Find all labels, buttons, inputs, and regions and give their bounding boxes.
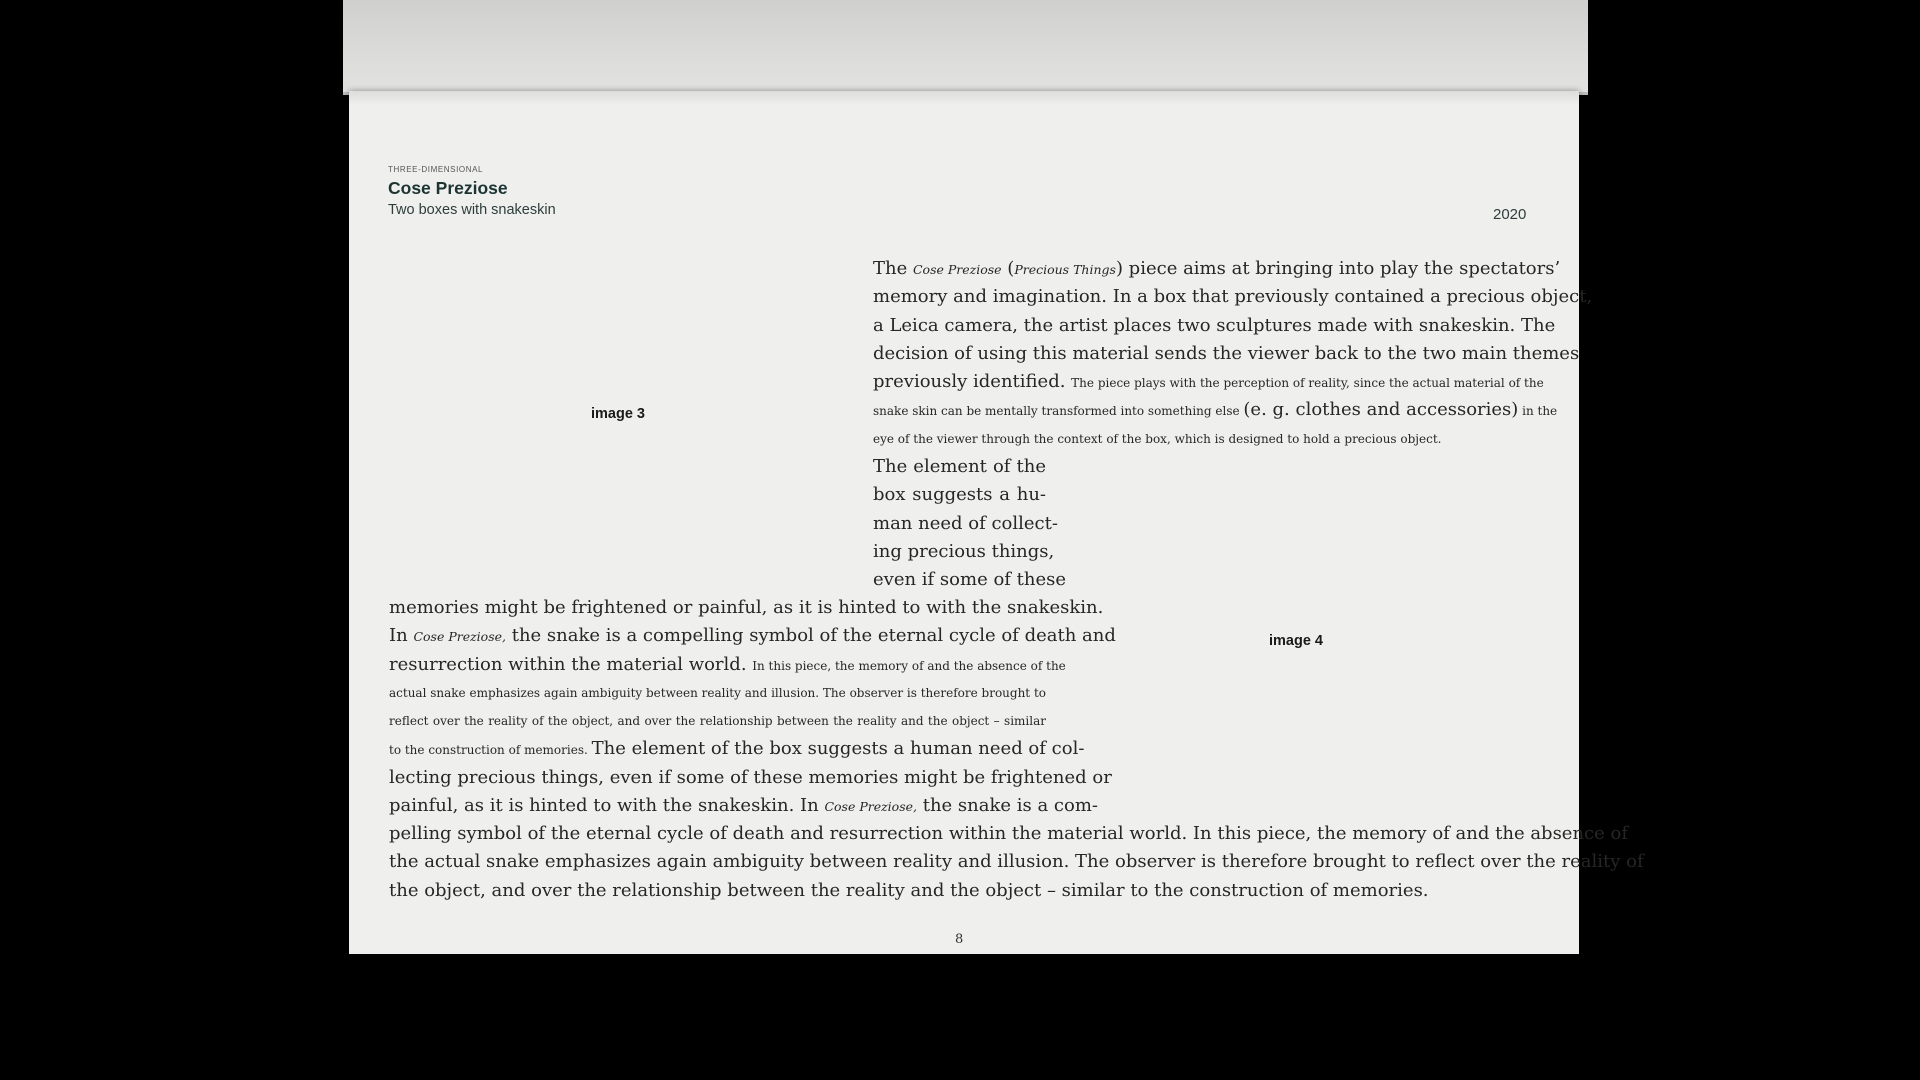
text-line: to the construction of memories. The element of the box suggests a human need of col- — [389, 738, 1085, 760]
back-page — [343, 0, 1588, 95]
text-line: previously identified. The piece plays with the perception of reality, since the actual material of the — [873, 371, 1544, 393]
text-line: memory and imagination. In a box that previously contained a precious object, — [873, 286, 1593, 308]
booklet-page — [349, 91, 1644, 954]
page-subtitle: Two boxes with snakeskin — [388, 202, 556, 218]
text-line: reflect over the reality of the object, and over the relationship between the reality and the object – similar — [389, 714, 1046, 729]
page-title: Cose Preziose — [388, 178, 508, 198]
text-line: snake skin can be mentally transformed into something else (e. g. clothes and accessories) in the — [873, 399, 1558, 421]
text-line: eye of the viewer through the context of the box, which is designed to hold a precious object. — [873, 431, 1442, 446]
body-text-top — [873, 255, 1593, 453]
page-number: 8 — [955, 932, 964, 947]
category-label: THREE-DIMENSIONAL — [388, 165, 484, 174]
image-4-placeholder: image 4 — [1269, 633, 1323, 649]
image-3-placeholder: image 3 — [591, 406, 645, 422]
text-line: man need of collect- — [873, 512, 1058, 534]
text-line: even if some of these — [873, 569, 1067, 591]
text-line: The element of the — [873, 456, 1046, 477]
body-text-narrow — [873, 453, 1067, 594]
text-line: box suggests a hu- — [873, 484, 1046, 506]
text-line: painful, as it is hinted to with the snakeskin. In Cose Preziose, the snake is a com- — [389, 795, 1099, 817]
text-line: In Cose Preziose, the snake is a compelling symbol of the eternal cycle of death and — [389, 625, 1116, 647]
text-line: The Cose Preziose (Precious Things) piece aims at bringing into play the spectators’ — [873, 258, 1561, 279]
text-line: actual snake emphasizes again ambiguity between reality and illusion. The observer is therefore brought to — [389, 685, 1046, 700]
text-line: ing precious things, — [873, 540, 1055, 562]
text-line: a Leica camera, the artist places two sculptures made with snakeskin. The — [873, 314, 1556, 336]
text-line: the actual snake emphasizes again ambiguity between reality and illusion. The observer is therefore brought to reflect over the reality of — [389, 851, 1644, 873]
text-line: decision of using this material sends the viewer back to the two main themes — [873, 342, 1580, 364]
text-line: resurrection within the material world. In this piece, the memory of and the absence of the — [389, 653, 1066, 675]
body-text-mid — [389, 594, 1116, 820]
year-label: 2020 — [1493, 206, 1527, 223]
text-line: memories might be frightened or painful, as it is hinted to with the snakeskin. — [389, 597, 1104, 618]
text-line: pelling symbol of the eternal cycle of death and resurrection within the material world. In this piece, the memory of and the absence of — [389, 823, 1629, 844]
body-text-bottom — [389, 820, 1644, 905]
text-line: lecting precious things, even if some of these memories might be frightened or — [389, 766, 1112, 788]
text-line: the object, and over the relationship between the reality and the object – similar to the construction of memories. — [389, 879, 1429, 901]
